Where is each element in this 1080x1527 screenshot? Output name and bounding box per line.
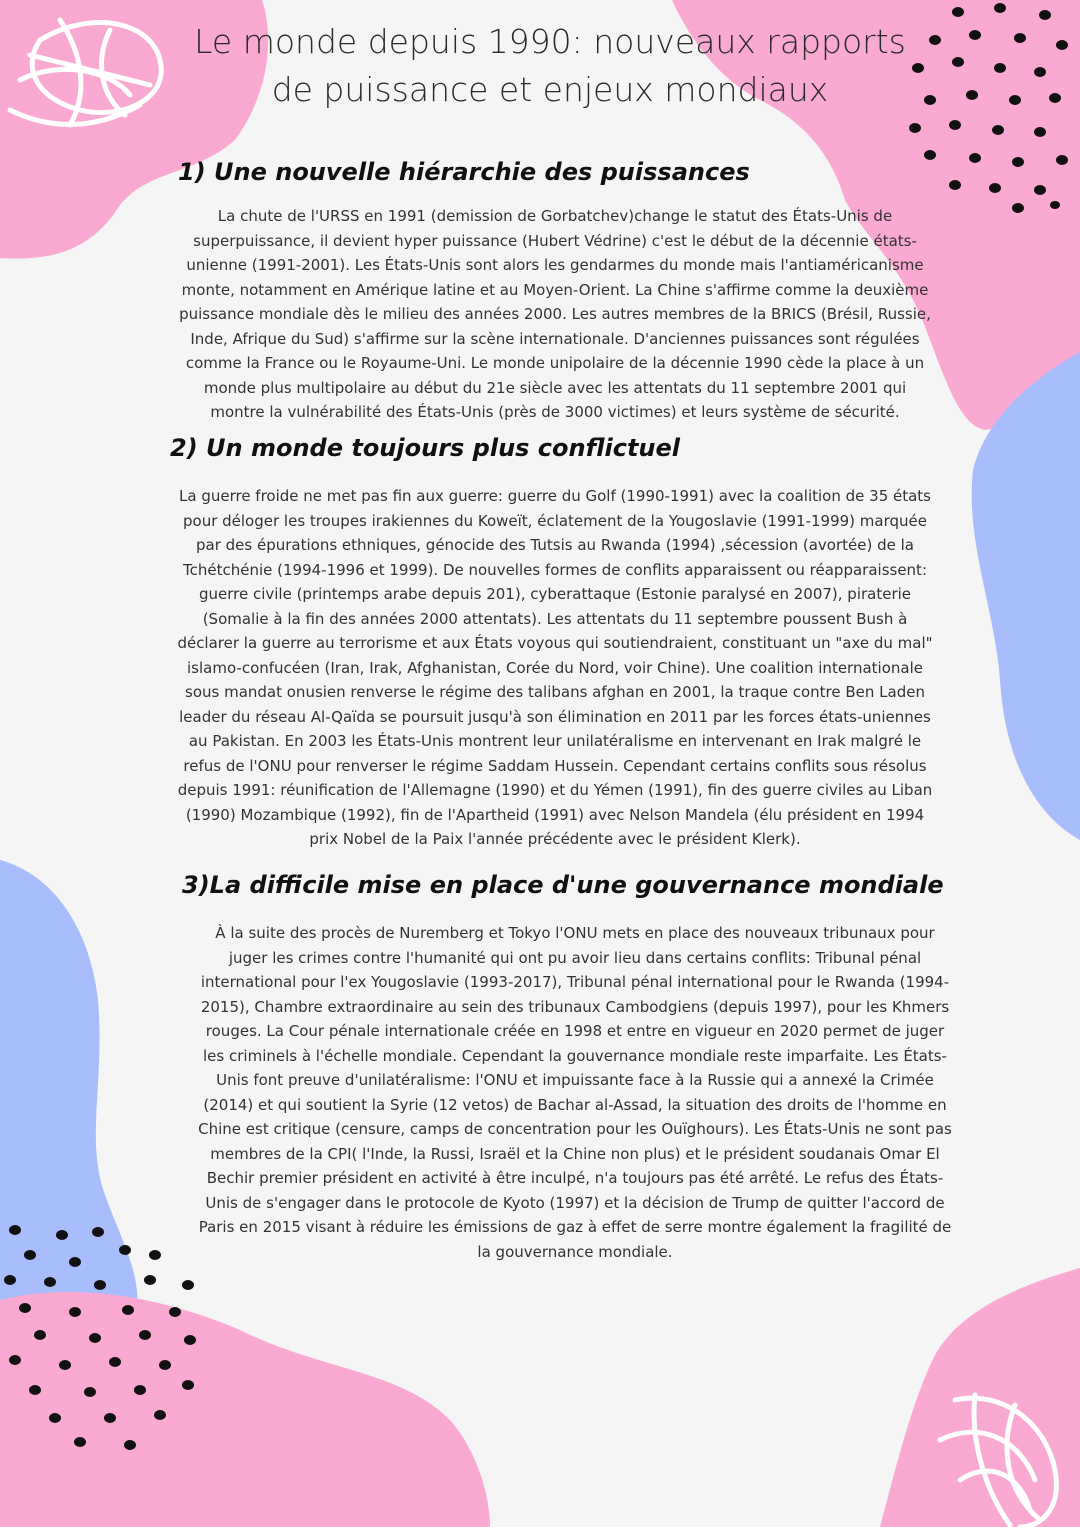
paragraph-line: Chine est critique (censure, camps de concentration pour les Ouïghours). Les États-Unis ne sont pas [198,1120,952,1138]
paragraph-line: sous mandat onusien renverse le régime des talibans afghan en 2001, la traque contre Ben Laden [185,683,925,701]
paragraph-line: superpuissance, il devient hyper puissance (Hubert Védrine) c'est le début de la décennie états- [193,231,917,250]
paragraph-line: juger les crimes contre l'humanité qui ont pu avoir lieu dans certains conflits: Tribunal pénal [228,948,922,967]
paragraph-line: Paris en 2015 visant à réduire les émissions de gaz à effet de serre montre également la fragilité de [198,1218,952,1236]
section-3-paragraph [160,921,990,1264]
paragraph-line: guerre civile (printemps arabe depuis 201), cyberattaque (Estonie paralysé en 2007), piraterie [198,585,912,603]
paragraph-line: 2015), Chambre extraordinaire au sein des tribunaux Cambodgiens (depuis 1997), pour les Khmers [200,997,950,1016]
section-2-heading: 2) Un monde toujours plus conflictuel [170,434,681,462]
paragraph-line: les criminels à l'échelle mondiale. Cependant la gouvernance mondiale reste imparfaite. Les États- [203,1046,947,1065]
paragraph-line: (2014) et qui soutient la Syrie (12 vetos) de Bachar al-Assad, la situation des droits de l'homme en [203,1095,947,1114]
section-1-heading: 1) Une nouvelle hiérarchie des puissances [178,158,750,186]
paragraph-line: prix Nobel de la Paix l'année précédente avec le président Klerk). [309,830,801,848]
blue-blob-left [0,860,137,1365]
paragraph-line: la gouvernance mondiale. [477,1242,673,1261]
section-2-paragraph [140,484,970,852]
paragraph-line: (1990) Mozambique (1992), fin de l'Apartheid (1991) avec Nelson Mandela (élu président en 1994 [185,805,925,824]
paragraph-line: Unis de s'engager dans le protocole de Kyoto (1997) et la décision de Trump de quitter l'accord de [205,1193,945,1212]
paragraph-line: international pour l'ex Yougoslavie (1993-2017), Tribunal pénal international pour le Rwanda (1994- [200,973,950,991]
paragraph-line: monte, notamment en Amérique latine et au Moyen-Orient. La Chine s'affirme comme la deuxième [181,280,929,299]
paragraph-line: Bechir premier président en activité à être inculpé, n'a toujours pas été arrêté. Le refus des États- [206,1169,944,1187]
paragraph-line: au Pakistan. En 2003 les États-Unis montrent leur unilatéralisme en intervenant en Irak malgré le [188,732,922,750]
section-3-heading: 3)La difficile mise en place d'une gouvernance mondiale [182,871,944,899]
section-1-paragraph [140,204,970,425]
paragraph-line: montre la vulnérabilité des États-Unis (près de 3000 victimes) et leurs système de sécurité. [210,403,900,421]
paragraph-line: puissance mondiale dès le milieu des années 2000. Les autres membres de la BRICS (Brésil, Russie, [179,305,931,323]
paragraph-line: monde plus multipolaire au début du 21e siècle avec les attentats du 11 septembre 2001 qui [203,378,907,397]
paragraph-line: La chute de l'URSS en 1991 (demission de Gorbatchev)change le statut des États-Unis de [217,207,893,225]
paragraph-line: La guerre froide ne met pas fin aux guerre: guerre du Golf (1990-1991) avec la coalition de 35 états [179,487,931,505]
pink-blob-bottom-left [0,1292,490,1527]
paragraph-line: comme la France ou le Royaume-Uni. Le monde unipolaire de la décennie 1990 cède la place à un [185,354,925,372]
page-title [150,18,950,114]
paragraph-line: Tchétchénie (1994-1996 et 1999). De nouvelles formes de conflits apparaissent ou réapparaissent: [183,560,927,579]
paragraph-line: déclarer la guerre au terrorisme et aux États voyous qui soutiendraient, constituant un "axe du mal" [177,634,933,652]
paragraph-line: islamo-confucéen (Iran, Irak, Afghanistan, Corée du Nord, voir Chine). Une coalition internationale [187,658,923,677]
paragraph-line: Unis font preuve d'unilatéralisme: l'ONU et impuissante face à la Russie qui a annexé la Crimée [216,1071,934,1089]
paragraph-line: (Somalie à la fin des années 2000 attentats). Les attentats du 11 septembre poussent Bush à [202,609,908,628]
page-title-line-2: de puissance et enjeux mondiaux [271,70,829,109]
paragraph-line: Inde, Afrique du Sud) s'affirme sur la scène internationale. D'anciennes puissances sont régulées [190,329,920,348]
paragraph-line: pour déloger les troupes irakiennes du Koweït, éclatement de la Yougoslavie (1991-1999) marquée [183,511,927,530]
paragraph-line: rouges. La Cour pénale internationale créée en 1998 et entre en vigueur en 2020 permet de juger [205,1022,945,1040]
paragraph-line: unienne (1991-2001). Les États-Unis sont alors les gendarmes du monde mais l'antiaméricanisme [186,256,924,274]
paragraph-line: membres de la CPI( l'Inde, la Russi, Israël et la Chine non plus) et le président soudanais Omar El [210,1144,940,1163]
paragraph-line: refus de l'ONU pour renverser le régime Saddam Hussein. Cependant certains conflits sous résolus [183,756,927,775]
page-title-line-1: Le monde depuis 1990: nouveaux rapports [194,22,906,61]
paragraph-line: depuis 1991: réunification de l'Allemagne (1990) et du Yémen (1991), fin des guerre civiles au Liban [177,781,933,799]
paragraph-line: leader du réseau Al-Qaïda se poursuit jusqu'à son élimination en 2011 par les forces états-uniennes [179,707,931,726]
paragraph-line: par des épurations ethniques, génocide des Tutsis au Rwanda (1994) ,sécession (avortée) de la [196,536,914,554]
paragraph-line: À la suite des procès de Nuremberg et Tokyo l'ONU mets en place des nouveaux tribunaux pour [215,924,935,942]
